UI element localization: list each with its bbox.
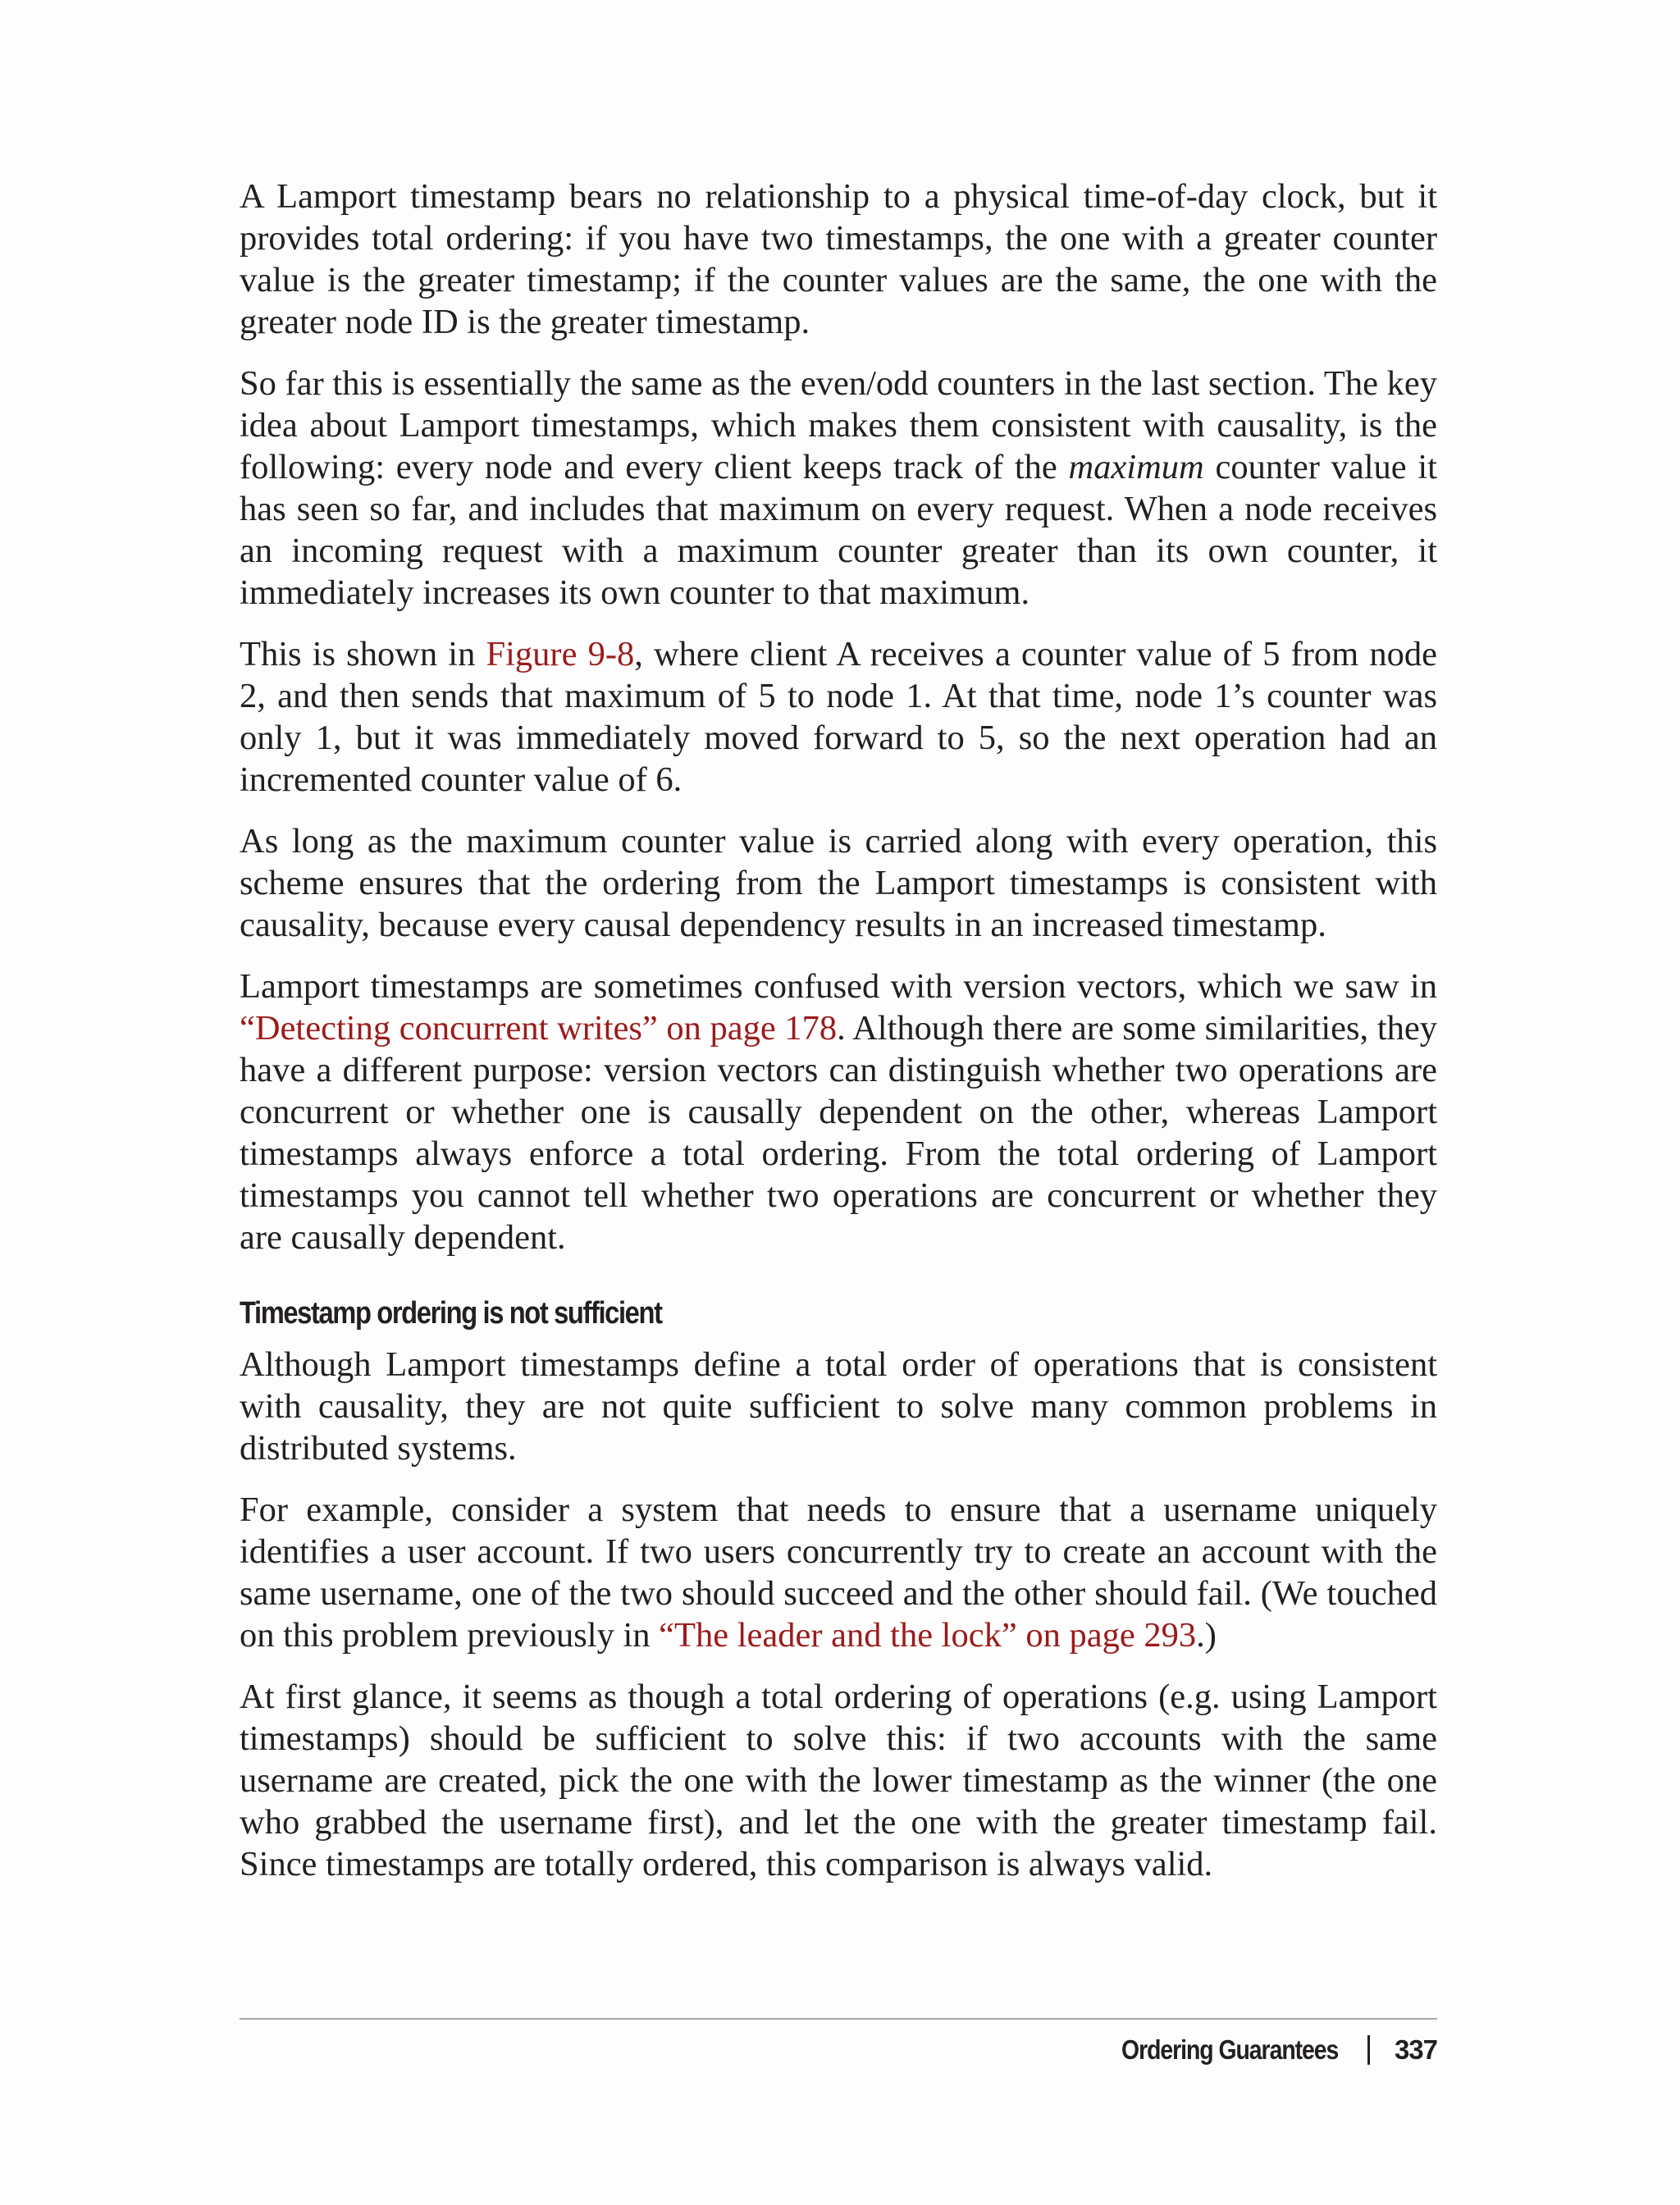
footer-chapter-title: Ordering Guarantees — [1121, 2034, 1338, 2065]
paragraph-username-example — [240, 1489, 1437, 1656]
paragraph-lamport-total-ordering: A Lamport timestamp bears no relationship to a physical time-of-day clock, but it provides total ordering: if you have two timestamps, the one with a greater counter value is the greater timestamp; if the counter values are the same, the one with the greater node ID is the greater timestamp. — [240, 177, 1437, 341]
detecting-concurrent-writes-link[interactable]: “Detecting concurrent writes” on page 178 — [240, 1009, 838, 1048]
paragraph-text: Lamport timestamps are sometimes confused with version vectors, which we saw in — [240, 967, 1437, 1006]
paragraph-figure-reference — [240, 633, 1437, 801]
section-heading: Timestamp ordering is not sufficient — [240, 1296, 662, 1331]
paragraph-causality-consistency: As long as the maximum counter value is carried along with every operation, this scheme ensures that the ordering from the Lamport timestamps is consistent with causality, because every causal dependency results in an increased timestamp. — [240, 822, 1437, 944]
leader-and-lock-link[interactable]: “The leader and the lock” on page 293 — [659, 1616, 1197, 1655]
paragraph-text: For example, consider a system that needs to ensure that a username uniquely identifies a user account. If two users concurrently try to create an account with the same username, one of the two should succeed and the other should fail. (We touched on this problem previously in — [240, 1491, 1437, 1655]
footer-separator — [1367, 2035, 1370, 2065]
figure-9-8-link[interactable]: Figure 9-8 — [486, 635, 635, 673]
page-footer — [1086, 2034, 1437, 2066]
paragraph-text: counter value it has seen so far, and includes that maximum on every request. When a node receives an incoming request with a maximum counter greater than its own counter, it immediately increases its own counter to that maximum. — [240, 448, 1437, 612]
footer-divider — [240, 2018, 1437, 2020]
paragraph-text: .) — [1196, 1616, 1217, 1655]
paragraph-lamport-key-idea — [240, 363, 1437, 614]
paragraph-text: This is shown in — [240, 635, 486, 673]
emphasis-maximum: maximum — [1068, 448, 1204, 486]
paragraph-first-glance: At first glance, it seems as though a total ordering of operations (e.g. using Lamport timestamps) should be sufficient to solve this: if two accounts with the same username are created, pick the one with the lower timestamp as the winner (the one who grabbed the username first), and let the one with the greater timestamp fail. Since timestamps are totally ordered, this comparison is always valid. — [240, 1678, 1437, 1883]
paragraph-text: So far this is essentially the same as the even/odd counters in the last section. The key idea about Lamport timestamps, which makes them consistent with causality, is the following: every node and every client keeps track of the — [240, 364, 1437, 486]
paragraph-version-vectors — [240, 966, 1437, 1258]
page-number: 337 — [1394, 2034, 1437, 2065]
paragraph-text: , where client A receives a counter value of 5 from node 2, and then sends that maximum of 5 to node 1. At that time, node 1’s counter was only 1, but it was immediately moved forward to 5, so the next operation had an incremented counter value of 6. — [240, 635, 1437, 799]
paragraph-text: . Although there are some similarities, they have a different purpose: version vectors can distinguish whether two operations are concurrent or whether one is causally dependent on the other, whereas Lamport timestamps always enforce a total ordering. From the total ordering of Lamport timestamps you cannot tell whether two operations are concurrent or whether they are causally dependent. — [240, 1009, 1437, 1257]
paragraph-not-sufficient: Although Lamport timestamps define a total order of operations that is consistent with causality, they are not quite sufficient to solve many common problems in distributed systems. — [240, 1345, 1437, 1468]
page-body — [240, 176, 1437, 1905]
